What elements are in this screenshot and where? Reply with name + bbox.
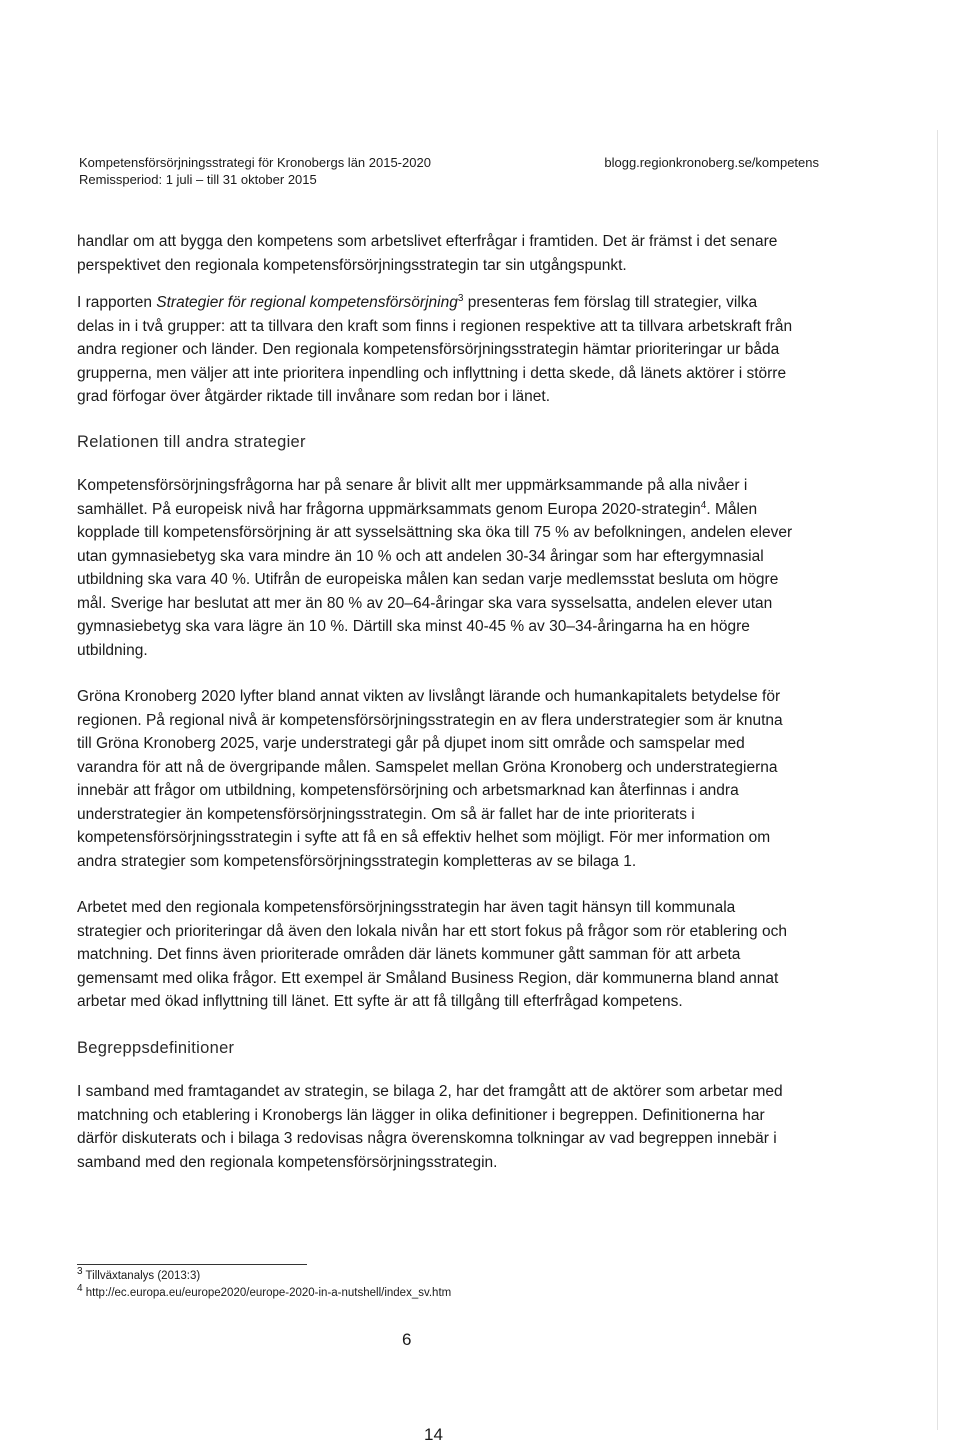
page-number-outer: 14 (424, 1425, 443, 1444)
footnote-rule (77, 1264, 307, 1265)
footnote-3-text: Tillväxtanalys (2013:3) (82, 1270, 201, 1282)
heading-relationen: Relationen till andra strategier (77, 432, 306, 451)
header-title: Kompetensförsörjningsstrategi för Kronobergs län 2015-2020 (79, 155, 431, 170)
footnote-ref-3[interactable]: 3 (457, 292, 464, 304)
paragraph-3 (77, 474, 793, 662)
paragraph-2-post: presenteras fem förslag till strategier, vilka delas in i två grupper: att ta tillvara den kraft som finns i regionen respektive att ta tillvara arbetskraft från andra regioner och länder. Den regionala kompetensförsörjningsstrategin hämtar prioriteringar ur båda grupperna, men väljer att inte prioritera inpendling och inflyttning i detta skede, då länets aktörer i större grad förfogar över åtgärder riktade till invånare som redan bor i länet. (77, 294, 793, 405)
paragraph-5: Arbetet med den regionala kompetensförsörjningsstrategin har även tagit hänsyn till kommunala strategier och prioriteringar då även den lokala nivån har ett stort fokus på frågor som rör etablering och matchning. Det finns även prioriterade områden där länets kommuner gått samman för att arbeta gemensamt med olika frågor. Ett exempel är Småland Business Region, där kommunerna bland annat arbetar med ökad inflyttning till länet. Ett syfte är att få tillgång till efterfrågad kompetens. (77, 899, 787, 1010)
header-url-link[interactable]: blogg.regionkronoberg.se/kompetens (604, 155, 819, 170)
paragraph-6: I samband med framtagandet av strategin, se bilaga 2, har det framgått att de aktörer som arbetar med matchning och etablering i Kronobergs län lägger in olika definitioner i begreppen. Definitionerna har därför diskuterats och i bilaga 3 redovisas några överenskomna tolkningar av vad begreppen innebär i samband med den regionala kompetensförsörjningsstrategin. (77, 1083, 783, 1171)
header-left (79, 154, 431, 188)
paragraph-4: Gröna Kronoberg 2020 lyfter bland annat vikten av livslångt lärande och humankapitalets betydelse för regionen. På regional nivå är kompetensförsörjningsstrategin en av flera understrategier som är knutna till Gröna Kronoberg 2025, varje understrategi går på djupet inom sitt område och samspelar med varandra för att nå de övergripande målen. Samspelet mellan Gröna Kronoberg och understrategierna innebär att frågor om utbildning, kompetensförsörjning och arbetsmarknad kan återfinnas i andra understrategier än kompetensförsörjningsstrategin. Om så är fallet har de inte prioriterats i kompetensförsörjningsstrategin i syfte att få en så effektiv helhet som möjligt. För mer information om andra strategier som kompetensförsörjningsstrategin kompletteras av se bilaga 1. (77, 688, 783, 870)
paragraph-2 (77, 291, 793, 409)
footnote-4-link[interactable]: http://ec.europa.eu/europe2020/europe-2020-in-a-nutshell/index_sv.htm (82, 1287, 452, 1299)
paragraph-2-pre: I rapporten (77, 294, 157, 311)
heading-begreppsdefinitioner: Begreppsdefinitioner (77, 1038, 235, 1057)
footnote-3 (77, 1268, 577, 1285)
footnote-3-mark: 3 (77, 1266, 83, 1278)
page-number-inner: 6 (402, 1330, 412, 1349)
footnote-4-mark: 4 (77, 1283, 83, 1295)
report-title: Strategier för regional kompetensförsörjning (156, 294, 458, 311)
footnote-ref-4[interactable]: 4 (700, 499, 707, 511)
page-edge-divider (937, 130, 938, 1430)
header-remiss-period: Remissperiod: 1 juli – till 31 oktober 2015 (79, 172, 317, 187)
paragraph-3-pre: Kompetensförsörjningsfrågorna har på senare år blivit allt mer uppmärksammande på alla nivåer i samhället. På europeisk nivå har frågorna uppmärksammats genom Europa 2020-strategin (77, 477, 748, 518)
paragraph-1: handlar om att bygga den kompetens som arbetslivet efterfrågar i framtiden. Det är främst i det senare perspektivet den regionala kompetensförsörjningsstrategin tar sin utgångspunkt. (77, 233, 778, 274)
paragraph-3-post: . Målen kopplade till kompetensförsörjning är att sysselsättning ska öka till 75 % av befolkningen, andelen elever utan gymnasiebetyg ska vara mindre än 10 % och att andelen 30-34 åringar som har eftergymnasial utbildning ska vara 40 %. Utifrån de europeiska målen kan sedan varje medlemsstat besluta om högre mål. Sverige har beslutat att mer än 80 % av 20–64-åringar ska vara sysselsatta, andelen elever utan gymnasiebetyg ska vara lägre än 10 %. Därtill ska minst 40-45 % av 30–34-åringarna ha en högre utbildning. (77, 500, 793, 659)
footnote-4 (77, 1285, 577, 1302)
footnotes (77, 1268, 577, 1302)
main-content (77, 230, 793, 1196)
